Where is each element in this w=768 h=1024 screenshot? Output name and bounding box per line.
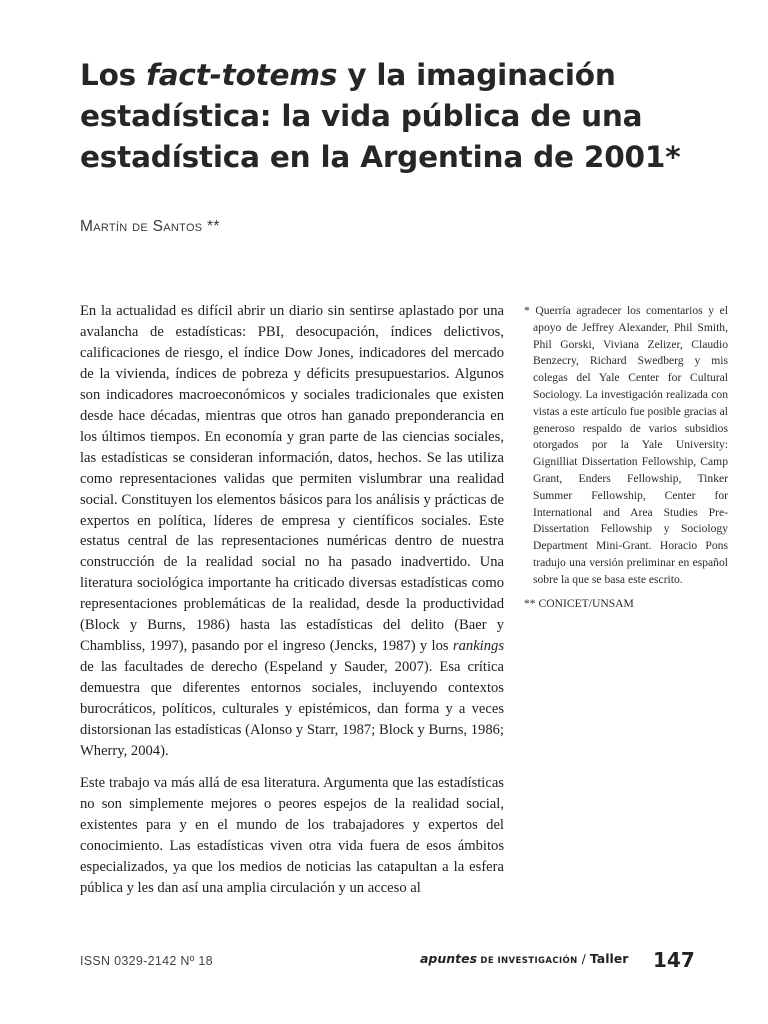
title-italic-term: fact-totems [146, 58, 338, 92]
title-rest: y la imaginación estadística: la vida pública de una estadística en la Argentina de 2001* [80, 58, 681, 174]
main-text-column [80, 301, 504, 899]
footnote-affiliation: ** CONICET/UNSAM [524, 596, 634, 610]
journal-name-apuntes: apuntes [420, 951, 478, 966]
journal-name-separator: / [577, 951, 590, 966]
footnote-acknowledgements: * Querría agradecer los comentarios y el apoyo de Jeffrey Alexander, Phil Smith, Phil Gorski, Viviana Zelizer, Claudio Benzecry, Richard Swedberg y mis colegas del Yale Center for Cultural Sociology. La investigación realizada con vistas a este artículo fue posible gracias al generoso respaldo de varios subsidios otorgados por la Yale University: Gignilliat Dissertation Fellowship, Camp Grant, Enders Fellowship, Tinker Summer Fellowship, Center for International and Area Studies Pre-Dissertation Fellowship y Sociology Department Mini-Grant. Horacio Pons tradujo una versión preliminar en español sobre la que se basa este escrito. [524, 304, 728, 586]
paragraph-1-part-b: de las facultades de derecho (Espeland y Sauder, 2007). Esa crítica demuestra que diferentes entornos sociales, incluyendo contextos burocráticos, políticos, culturales y epistémicos, dan forma y a veces distorsionan las estadísticas (Alonso y Starr, 1987; Block y Burns, 1986; Wherry, 2004). [80, 659, 504, 760]
paragraph-1-part-a: En la actualidad es difícil abrir un diario sin sentirse aplastado por una avalancha de estadísticas: PBI, desocupación, índices delictivos, calificaciones de riesgo, el índice Dow Jones, indicadores del mercado de la vivienda, índices de pobreza y déficits presupuestarios. Algunos son indicadores macroeconómicos y sociales tradicionales que existen desde hace décadas, mientras que otros han ganado preponderancia en los últimos tiempos. En economía y gran parte de las ciencias sociales, las estadísticas se consideran información, datos, hechos. Se las utiliza como representaciones validas que permiten vislumbrar una realidad social. Constituyen los elementos básicos para los análisis y prácticas de expertos en política, líderes de empresa y científicos sociales. Este estatus central de las representaciones numéricas dentro de nuestra construcción de la realidad social no ha pasado inadvertido. Una literatura sociológica importante ha criticado diversas estadísticas como representaciones problemáticas de la realidad, desde la productividad (Block y Burns, 1986) hasta las estadísticas del delito (Baer y Chambliss, 1997), pasando por el ingreso (Jencks, 1987) y los [80, 303, 504, 655]
journal-name-investigacion: DE INVESTIGACIÓN [477, 956, 578, 966]
footer-issn: ISSN 0329-2142 Nº 18 [80, 954, 213, 968]
paragraph-2: Este trabajo va más allá de esa literatura. Argumenta que las estadísticas no son simplemente mejores o peores espejos de la realidad social, existentes para y en el mundo de los trabajadores y expertos del conocimiento. Las estadísticas viven otra vida fuera de esos ámbitos especializados, ya que los medios de noticias las catapultan a la esfera pública y les dan así una amplia circulación y un acceso al [80, 774, 504, 896]
footer-journal-name [420, 951, 628, 966]
footnotes-sidebar [524, 303, 728, 612]
paragraph-1 [80, 301, 504, 762]
author-name: Martín de Santos ** [80, 218, 220, 235]
title-prefix: Los [80, 58, 147, 92]
paragraph-1-italic: rankings [452, 638, 504, 655]
article-title [80, 55, 720, 178]
page-number: 147 [653, 948, 695, 972]
journal-name-section: Taller [589, 951, 629, 966]
